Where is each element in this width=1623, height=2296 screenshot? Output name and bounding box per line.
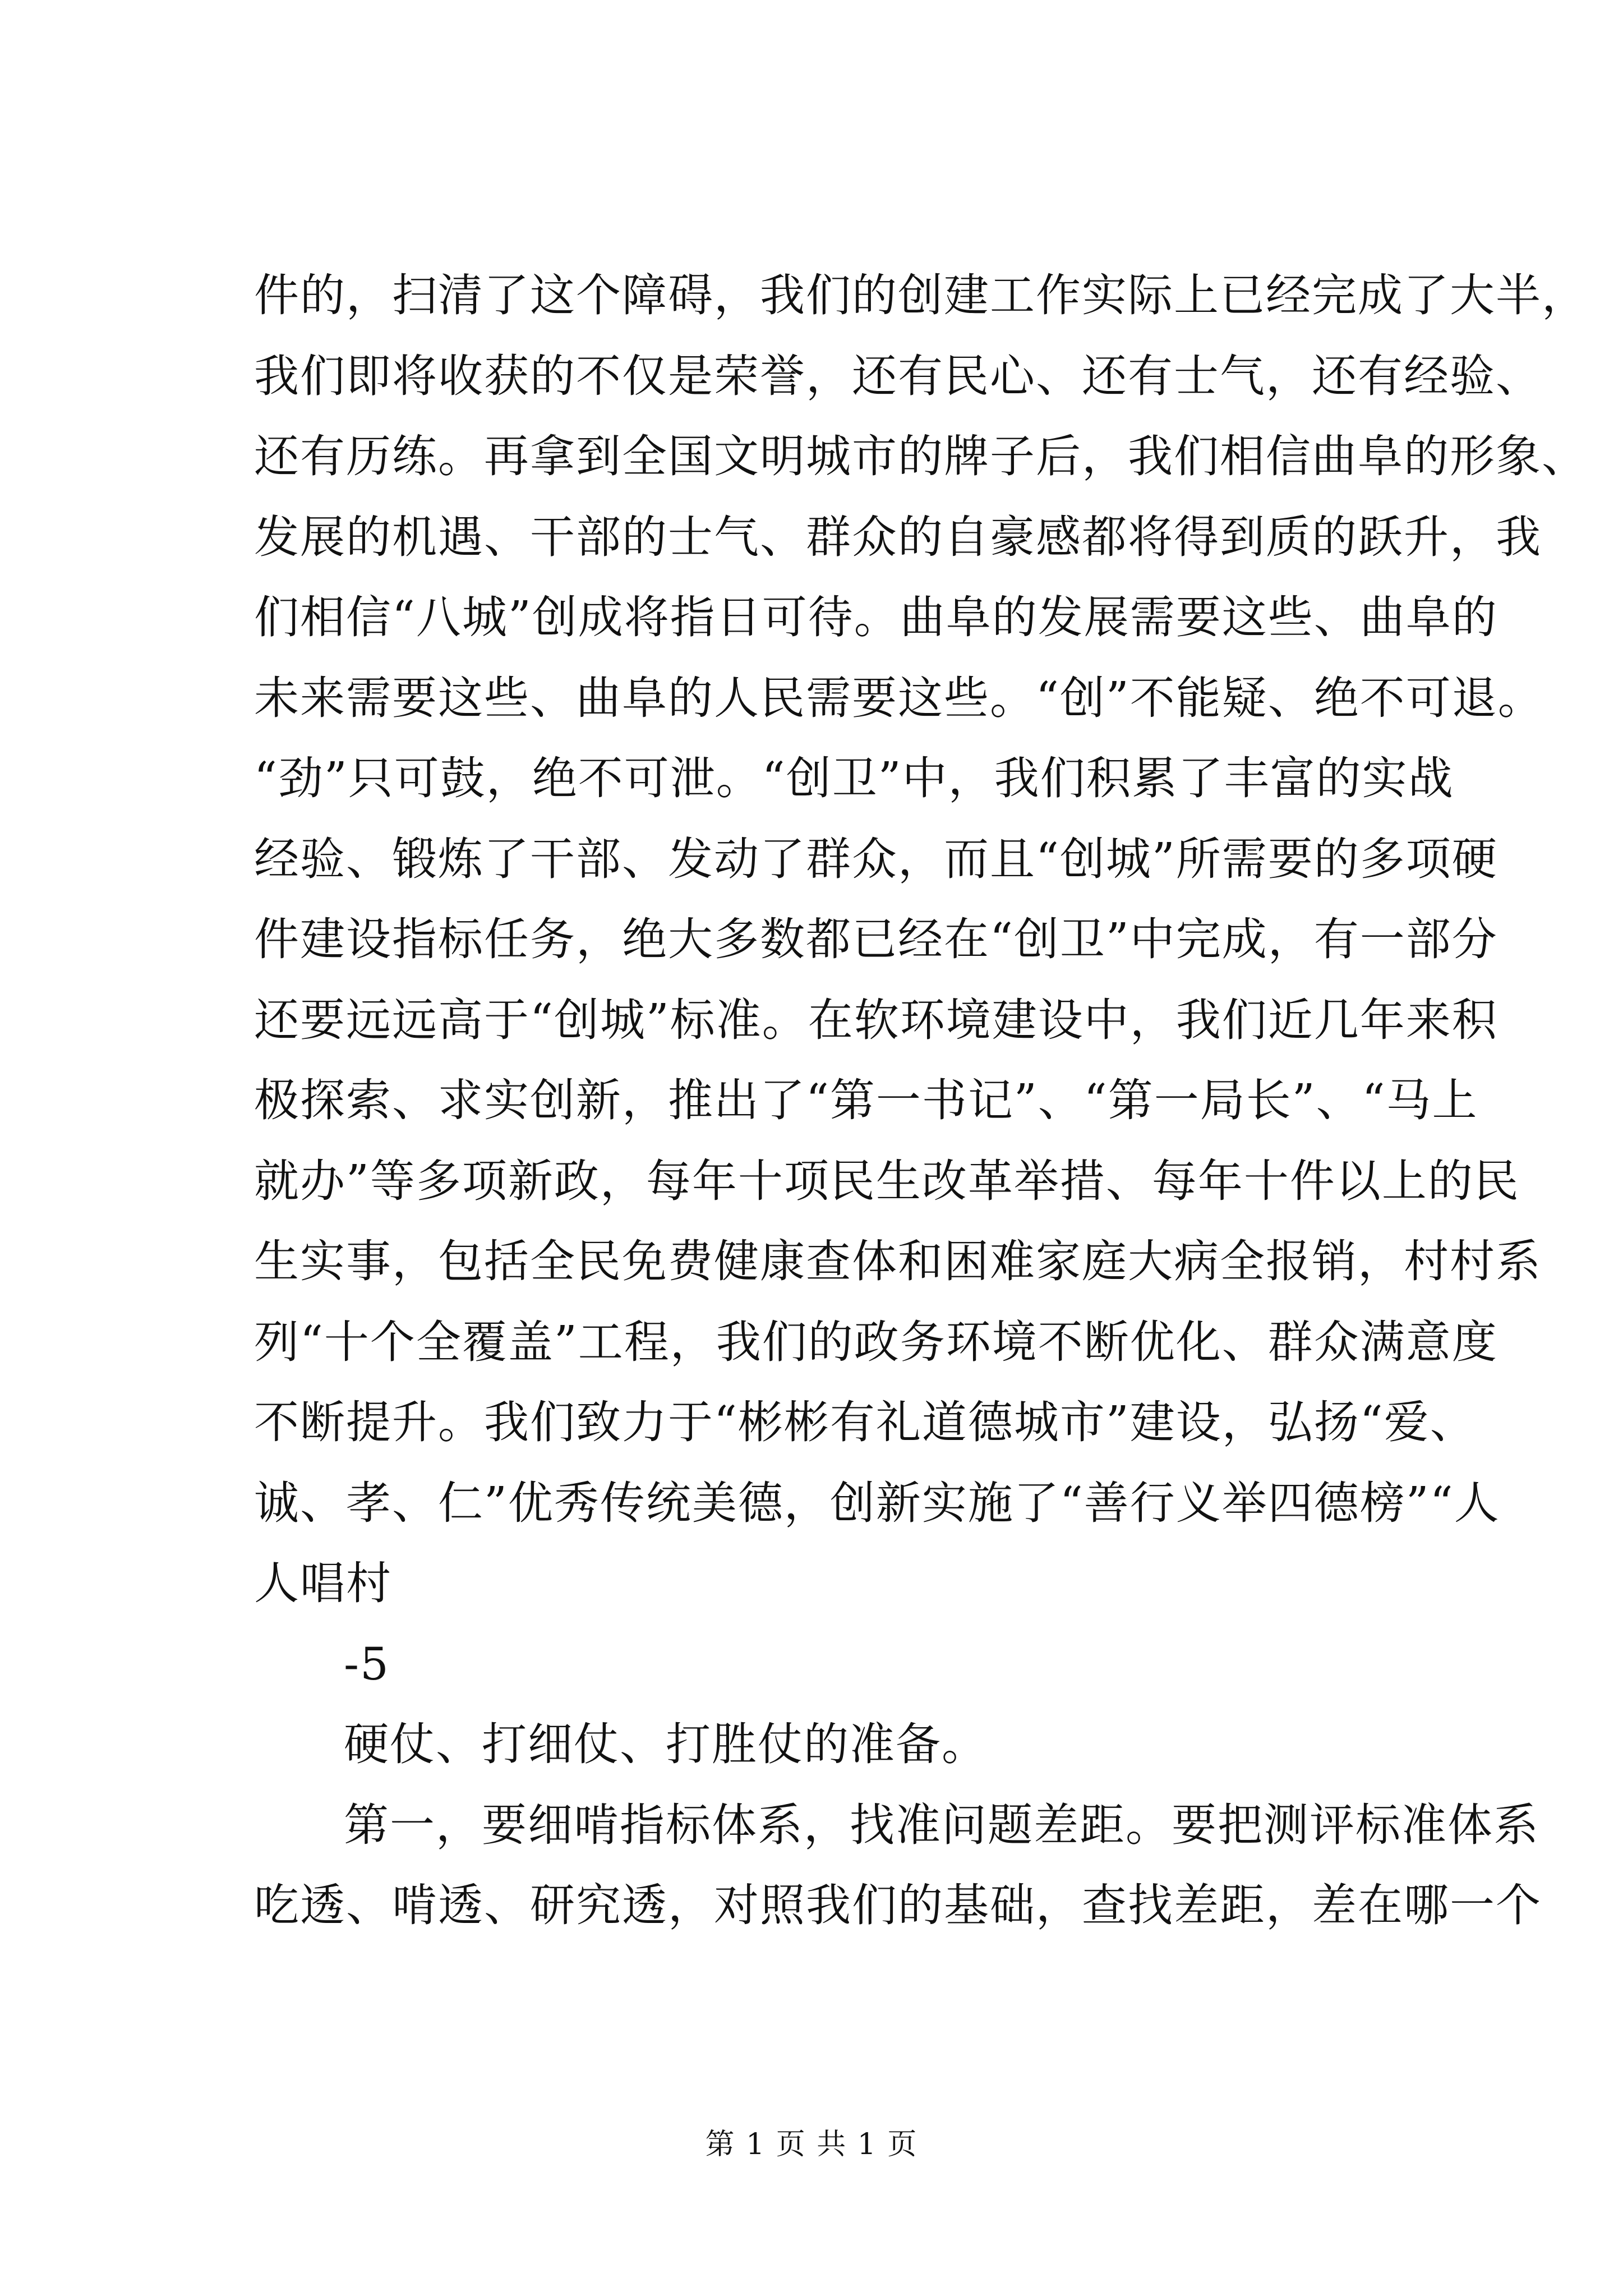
page-marker: -5 <box>344 1637 390 1690</box>
text-line: 诚、孝、仁”优秀传统美德，创新实施了“善行义举四德榜”“人 <box>254 1476 1500 1529</box>
text-line: 生实事，包括全民免费健康查体和困难家庭大病全报销，村村系 <box>254 1235 1542 1287</box>
text-line: 吃透、啃透、研究透，对照我们的基础，查找差距，差在哪一个 <box>254 1879 1542 1931</box>
text-line: 未来需要这些、曲阜的人民需要这些。“创”不能疑、绝不可退。 <box>254 671 1544 724</box>
text-line: 我们即将收获的不仅是荣誉，还有民心、还有士气，还有经验、 <box>254 349 1542 402</box>
text-line: 件的，扫清了这个障碍，我们的创建工作实际上已经完成了大半， <box>254 269 1588 321</box>
text-line: 还要远远高于“创城”标准。在软环境建设中，我们近几年来积 <box>254 993 1498 1046</box>
document-body <box>254 255 1588 1946</box>
text-line: 们相信“八城”创成将指日可待。曲阜的发展需要这些、曲阜的 <box>254 591 1498 643</box>
text-line: 列“十个全覆盖”工程，我们的政务环境不断优化、群众满意度 <box>254 1315 1498 1368</box>
text-line: 经验、锻炼了干部、发动了群众，而且“创城”所需要的多项硬 <box>254 832 1498 885</box>
page-footer: 第 1 页 共 1 页 <box>705 2128 918 2161</box>
text-line: 还有历练。再拿到全国文明城市的牌子后，我们相信曲阜的形象、 <box>254 430 1588 482</box>
text-line: 人唱村 <box>254 1557 392 1609</box>
text-line: 发展的机遇、干部的士气、群众的自豪感都将得到质的跃升，我 <box>254 510 1542 563</box>
text-line: “劲”只可鼓，绝不可泄。“创卫”中，我们积累了丰富的实战 <box>254 752 1454 804</box>
text-line: 极探索、求实创新，推出了“第一书记”、“第一局长”、“马上 <box>254 1074 1478 1126</box>
text-line: 就办”等多项新政，每年十项民生改革举措、每年十件以上的民 <box>254 1154 1520 1207</box>
paragraph-line: 第一，要细啃指标体系，找准问题差距。要把测评标准体系 <box>344 1798 1539 1851</box>
text-line: 件建设指标任务，绝大多数都已经在“创卫”中完成，有一部分 <box>254 913 1498 965</box>
text-line: 不断提升。我们致力于“彬彬有礼道德城市”建设，弘扬“爱、 <box>254 1396 1476 1448</box>
paragraph-line: 硬仗、打细仗、打胜仗的准备。 <box>344 1718 988 1770</box>
